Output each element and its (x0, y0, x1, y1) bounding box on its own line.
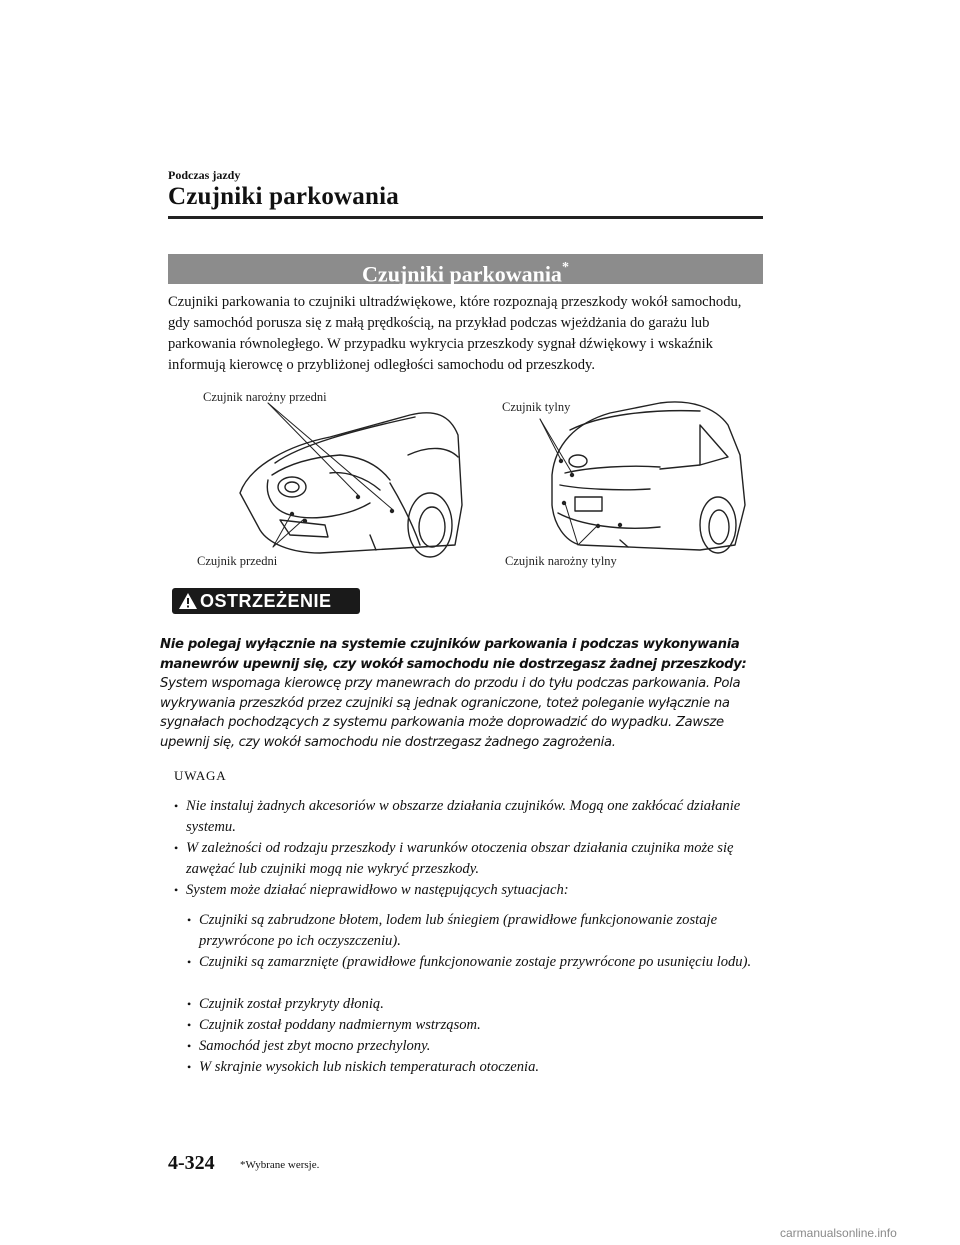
label-rear-sensor: Czujnik tylny (502, 400, 571, 414)
warning-headline: Nie polegaj wyłącznie na systemie czujników parkowania i podczas wykonywania manewrów upewnij się, czy wokół samochodu nie dostrzegasz żadnej przeszkody: (160, 637, 747, 672)
warning-body (160, 635, 770, 752)
label-front-corner-sensor: Czujnik narożny przedni (203, 390, 327, 404)
warning-badge (172, 588, 360, 614)
note-label: UWAGA (174, 768, 227, 783)
note-subitem (187, 952, 767, 973)
note-item (174, 880, 766, 901)
note-subitem-text: Czujniki są zamarznięte (prawidłowe funkcjonowanie zostaje przywrócone po usunięciu lodu). (199, 954, 752, 970)
warning-triangle-icon (178, 592, 198, 610)
bullet: • (187, 997, 192, 1011)
title-divider (168, 216, 763, 219)
bullet: • (187, 1018, 192, 1032)
note-subitem (187, 910, 767, 952)
section-heading-text: Czujniki parkowania (362, 261, 562, 287)
label-front-sensor: Czujnik przedni (197, 554, 278, 568)
front-car-drawing (240, 413, 462, 557)
note-subitem-text: Czujniki są zabrudzone błotem, lodem lub śniegiem (prawidłowe funkcjonowanie zostaje przywrócone po ich oczyszczeniu). (199, 912, 718, 949)
note-subitem-text: W skrajnie wysokich lub niskich temperaturach otoczenia. (199, 1059, 540, 1075)
sensor-leader-lines (268, 403, 598, 547)
label-rear-corner-sensor: Czujnik narożny tylny (505, 554, 617, 568)
rear-car-drawing (552, 402, 745, 553)
note-item-text: Nie instaluj żadnych akcesoriów w obszarze działania czujników. Mogą one zakłócać działanie systemu. (186, 798, 741, 835)
optional-equipment-marker: * (561, 260, 569, 275)
page-title: Czujniki parkowania (168, 183, 399, 210)
note-subitem (187, 1036, 767, 1057)
note-subitem (187, 994, 767, 1015)
bullet: • (174, 799, 179, 813)
bullet: • (174, 841, 179, 855)
warning-badge-label: OSTRZEŻENIE (200, 591, 332, 611)
footnote: *Wybrane wersje. (240, 1159, 320, 1171)
watermark: carmanualsonline.info (780, 1226, 897, 1240)
note-subitem-text: Czujnik został poddany nadmiernym wstrząsom. (199, 1017, 481, 1033)
intro-paragraph: Czujniki parkowania to czujniki ultradźwiękowe, które rozpoznają przeszkody wokół samochodu, gdy samochód porusza się z małą prędkością, na przykład podczas wjeżdżania do garażu lub parkowania równoległego. W przypadku wykrycia przeszkody sygnał dźwiękowy i wskaźnik informują kierowcę o przybliżonej odległości samochodu od przeszkody. (168, 294, 742, 373)
note-item (174, 796, 766, 838)
note-subitem (187, 1015, 767, 1036)
section-heading (168, 254, 763, 287)
sensor-dots (290, 459, 622, 528)
bullet: • (187, 1039, 192, 1053)
parking-sensor-illustration (180, 385, 765, 575)
note-subitem (187, 1057, 767, 1078)
page-number: 4-324 (168, 1152, 215, 1174)
note-item-text: W zależności od rodzaju przeszkody i warunków otoczenia obszar działania czujnika może się zawężać lub czujniki mogą nie wykryć przeszkody. (186, 840, 734, 877)
bullet: • (187, 955, 192, 969)
note-item (174, 838, 766, 880)
warning-paragraph: System wspomaga kierowcę przy manewrach do przodu i do tyłu podczas parkowania. Pola wykrywania przeszkód przez czujniki są jednak ograniczone, toteż poleganie wyłącznie na sygnałach pochodzących z systemu parkowania może doprowadzić do wypadku. Zawsze upewnij się, czy wokół samochodu nie dostrzegasz żadnego zagrożenia. (160, 676, 741, 750)
note-subitem-text: Samochód jest zbyt mocno przechylony. (199, 1038, 431, 1054)
breadcrumb: Podczas jazdy (168, 168, 241, 182)
bullet: • (187, 913, 192, 927)
note-item-text: System może działać nieprawidłowo w następujących sytuacjach: (186, 882, 569, 898)
note-subitem-text: Czujnik został przykryty dłonią. (199, 996, 384, 1012)
bullet: • (174, 883, 179, 897)
bullet: • (187, 1060, 192, 1074)
